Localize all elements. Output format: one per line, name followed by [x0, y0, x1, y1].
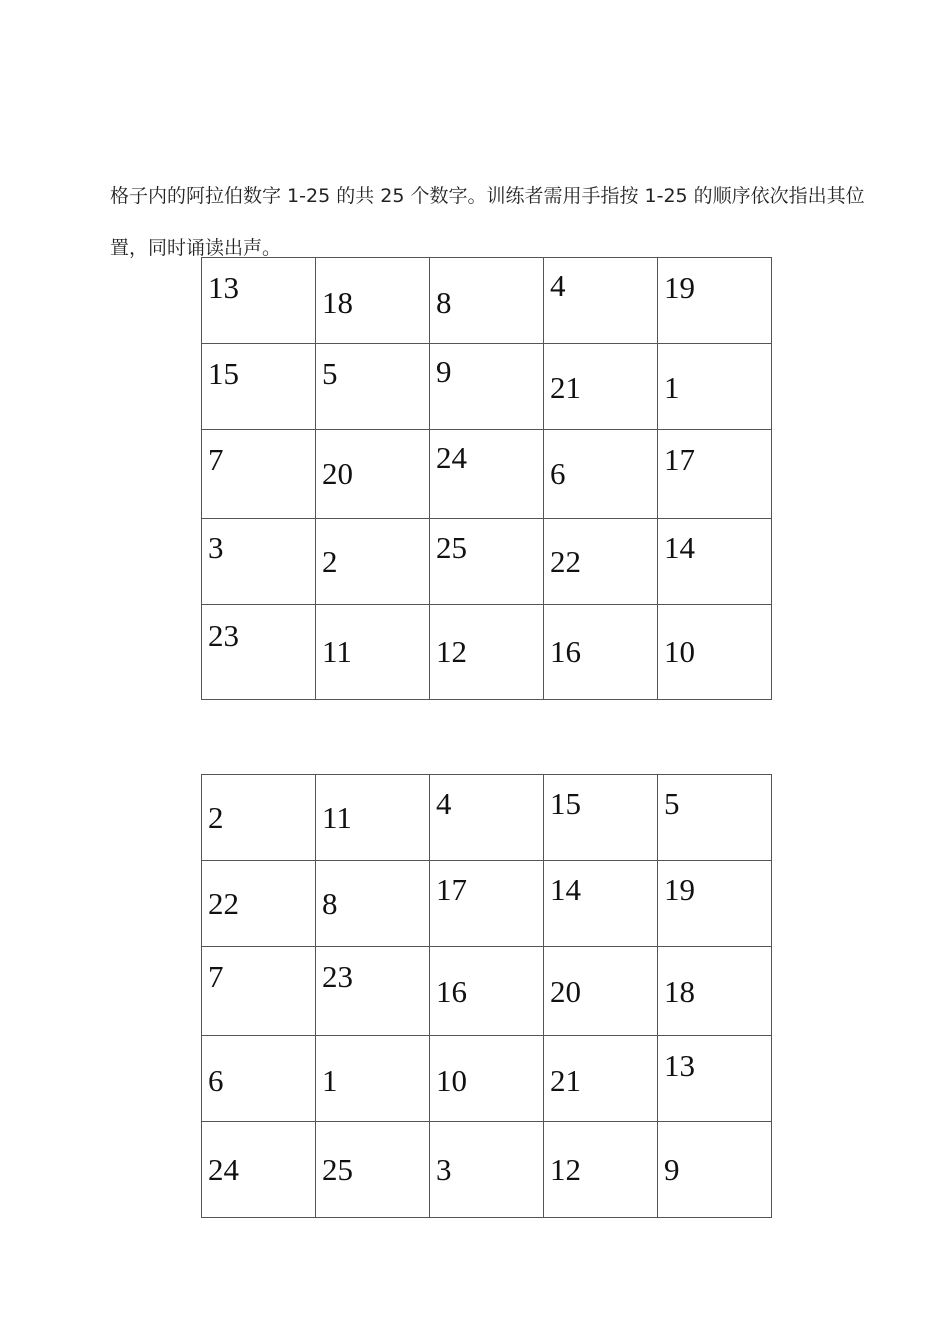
cell-number: 5 [322, 356, 338, 391]
cell-number: 13 [208, 270, 239, 305]
table-row [202, 258, 772, 344]
table-cell [316, 344, 430, 430]
table-row [202, 1036, 772, 1122]
table-cell [658, 775, 772, 861]
instruction-text: 格子内的阿拉伯数字 1-25 的共 25 个数字。训练者需用手指按 1-25 的顺序依次指出其位置，同时诵读出声。 [110, 185, 865, 259]
cell-number: 7 [208, 959, 224, 994]
cell-number: 15 [208, 356, 239, 391]
cell-number: 7 [208, 442, 224, 477]
cell-number: 9 [664, 1152, 680, 1187]
table-cell [316, 947, 430, 1036]
table-cell [202, 519, 316, 605]
table-cell [658, 519, 772, 605]
table-row [202, 1122, 772, 1218]
table-cell [658, 430, 772, 519]
cell-number: 3 [436, 1152, 452, 1187]
table-row [202, 430, 772, 519]
table-cell [544, 605, 658, 700]
table-cell [544, 775, 658, 861]
table-cell [430, 605, 544, 700]
table-cell [202, 775, 316, 861]
table-cell [316, 1036, 430, 1122]
table-cell [544, 258, 658, 344]
cell-number: 1 [322, 1063, 338, 1098]
cell-number: 19 [664, 872, 695, 907]
cell-number: 18 [664, 974, 695, 1009]
cell-number: 13 [664, 1048, 695, 1083]
table-cell [658, 1122, 772, 1218]
cell-number: 23 [208, 618, 239, 653]
table-cell [202, 344, 316, 430]
cell-number: 24 [208, 1152, 239, 1187]
table-cell [544, 344, 658, 430]
cell-number: 19 [664, 270, 695, 305]
table-cell [658, 605, 772, 700]
cell-number: 3 [208, 530, 224, 565]
cell-number: 11 [322, 800, 352, 835]
cell-number: 20 [550, 974, 581, 1009]
table-row [202, 861, 772, 947]
table-row [202, 519, 772, 605]
table-cell [430, 861, 544, 947]
cell-number: 1 [664, 370, 680, 405]
cell-number: 11 [322, 634, 352, 669]
cell-number: 18 [322, 285, 353, 320]
cell-number: 25 [322, 1152, 353, 1187]
table-cell [658, 947, 772, 1036]
cell-number: 20 [322, 456, 353, 491]
table-cell [316, 1122, 430, 1218]
cell-number: 9 [436, 354, 452, 389]
table-cell [316, 605, 430, 700]
cell-number: 14 [550, 872, 581, 907]
table-cell [430, 430, 544, 519]
table-cell [544, 861, 658, 947]
table-cell [430, 1122, 544, 1218]
table-cell [658, 344, 772, 430]
cell-number: 2 [322, 544, 338, 579]
table-cell [658, 258, 772, 344]
cell-number: 17 [436, 872, 467, 907]
cell-number: 6 [550, 456, 566, 491]
table-cell [202, 947, 316, 1036]
cell-number: 14 [664, 530, 695, 565]
cell-number: 16 [550, 634, 581, 669]
schulte-table-1 [201, 257, 772, 700]
table-cell [202, 1036, 316, 1122]
table-cell [316, 861, 430, 947]
table-cell [544, 1036, 658, 1122]
table-cell [430, 1036, 544, 1122]
table-cell [316, 519, 430, 605]
table-cell [430, 344, 544, 430]
cell-number: 16 [436, 974, 467, 1009]
table-cell [316, 775, 430, 861]
cell-number: 21 [550, 370, 581, 405]
table-cell [544, 947, 658, 1036]
table-cell [430, 258, 544, 344]
table-row [202, 775, 772, 861]
cell-number: 15 [550, 786, 581, 821]
cell-number: 4 [436, 786, 452, 821]
cell-number: 10 [664, 634, 695, 669]
cell-number: 8 [322, 886, 338, 921]
table-cell [430, 947, 544, 1036]
table-cell [544, 1122, 658, 1218]
table-cell [316, 258, 430, 344]
cell-number: 8 [436, 285, 452, 320]
cell-number: 5 [664, 786, 680, 821]
cell-number: 12 [436, 634, 467, 669]
cell-number: 2 [208, 800, 224, 835]
cell-number: 22 [208, 886, 239, 921]
schulte-table-2 [201, 774, 772, 1218]
cell-number: 21 [550, 1063, 581, 1098]
table-cell [202, 605, 316, 700]
table-cell [658, 861, 772, 947]
cell-number: 22 [550, 544, 581, 579]
cell-number: 10 [436, 1063, 467, 1098]
table-row [202, 605, 772, 700]
cell-number: 12 [550, 1152, 581, 1187]
cell-number: 6 [208, 1063, 224, 1098]
table-cell [202, 430, 316, 519]
cell-number: 24 [436, 440, 467, 475]
table-cell [202, 1122, 316, 1218]
table-cell [658, 1036, 772, 1122]
table-cell [202, 258, 316, 344]
cell-number: 4 [550, 268, 566, 303]
table-cell [316, 430, 430, 519]
table-cell [430, 519, 544, 605]
table-cell [544, 519, 658, 605]
cell-number: 25 [436, 530, 467, 565]
cell-number: 17 [664, 442, 695, 477]
table-cell [544, 430, 658, 519]
table-row [202, 344, 772, 430]
table-row [202, 947, 772, 1036]
cell-number: 23 [322, 959, 353, 994]
table-cell [202, 861, 316, 947]
table-cell [430, 775, 544, 861]
